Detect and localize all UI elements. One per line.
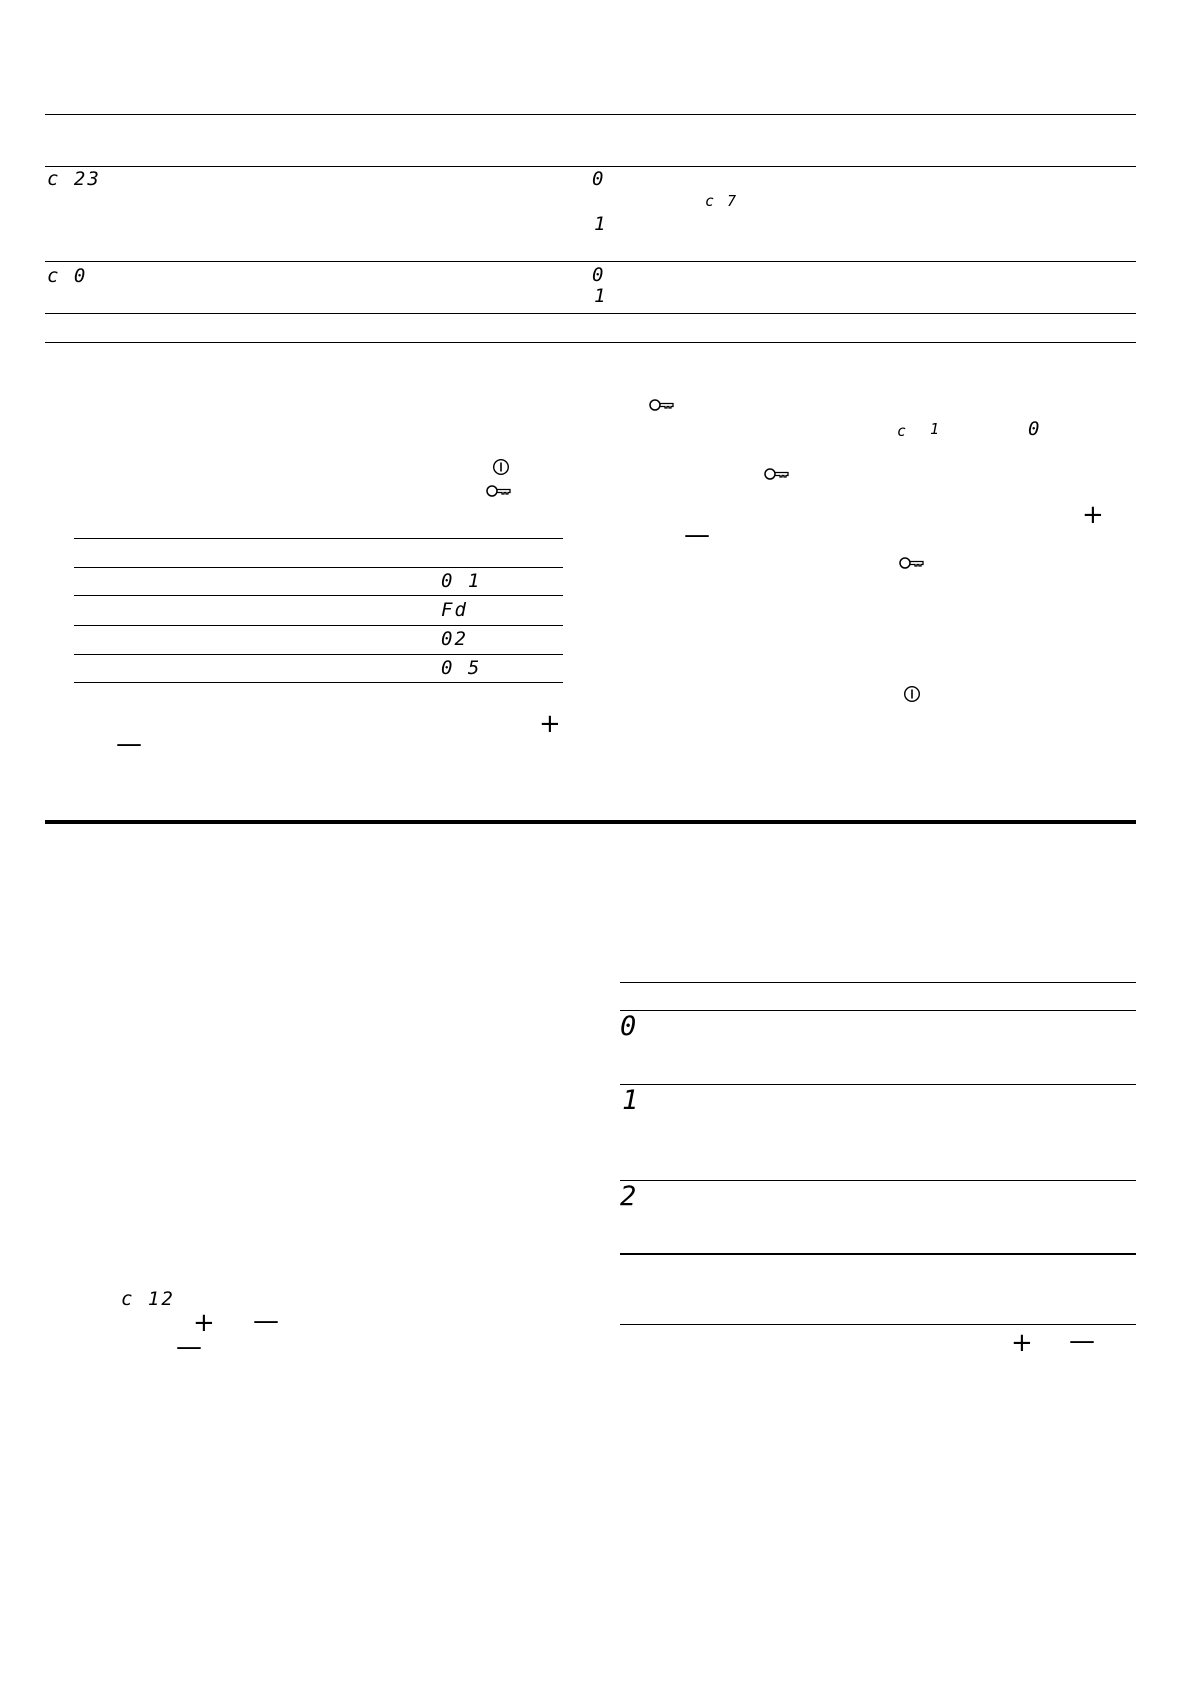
value-code: 2 [620, 1181, 639, 1212]
top-table-rule-2 [45, 166, 1136, 167]
setting-value: 0 [592, 264, 606, 286]
display-table-rule-5 [74, 654, 563, 655]
key-icon [649, 398, 675, 412]
power-icon [903, 685, 921, 703]
setting-code: c 0 [47, 265, 88, 287]
key-icon [486, 484, 512, 498]
section-divider [45, 820, 1136, 824]
setting-note-code: c 7 [705, 192, 739, 210]
lower-table-rule-4 [620, 1180, 1136, 1181]
plus-symbol: + [1082, 500, 1104, 530]
minus-symbol: — [176, 1332, 202, 1362]
setting-value: 0 [592, 168, 606, 190]
inline-code: 0 [1028, 418, 1042, 440]
setting-value: 1 [594, 285, 608, 307]
setting-code: c 12 [121, 1288, 175, 1310]
minus-symbol: — [684, 520, 710, 550]
setting-code: c 23 [47, 168, 101, 190]
display-table-rule-4 [74, 625, 563, 626]
display-code: 0 5 [441, 657, 482, 679]
power-icon [492, 458, 510, 476]
plus-symbol: + [1011, 1328, 1033, 1358]
lower-table-rule-1 [620, 982, 1136, 983]
display-code: 0 1 [441, 570, 482, 592]
top-table-rule-4 [45, 313, 1136, 314]
setting-value: 1 [594, 213, 608, 235]
inline-code: 1 [930, 420, 942, 438]
value-code: 0 [620, 1011, 639, 1042]
inline-code: c [897, 422, 909, 440]
lower-table-rule-2 [620, 1010, 1136, 1011]
top-table-rule-3 [45, 261, 1136, 262]
minus-symbol: — [1069, 1326, 1095, 1356]
key-icon [899, 556, 925, 570]
value-code: 1 [622, 1085, 641, 1116]
minus-symbol: — [253, 1306, 279, 1336]
plus-symbol: + [539, 709, 561, 739]
display-table-rule-3 [74, 595, 563, 596]
lower-table-rule-6 [620, 1324, 1136, 1325]
display-table-rule-2 [74, 567, 563, 568]
top-table-rule-1 [45, 114, 1136, 115]
lower-table-rule-3 [620, 1084, 1136, 1085]
display-code: 02 [441, 628, 468, 650]
lower-table-rule-5 [620, 1253, 1136, 1255]
minus-symbol: — [116, 729, 142, 759]
display-table-rule-6 [74, 682, 563, 683]
plus-symbol: + [193, 1308, 215, 1338]
display-table-rule-1 [74, 538, 563, 539]
key-icon [764, 467, 790, 481]
display-code: Fd [441, 599, 468, 621]
top-table-rule-5 [45, 342, 1136, 343]
